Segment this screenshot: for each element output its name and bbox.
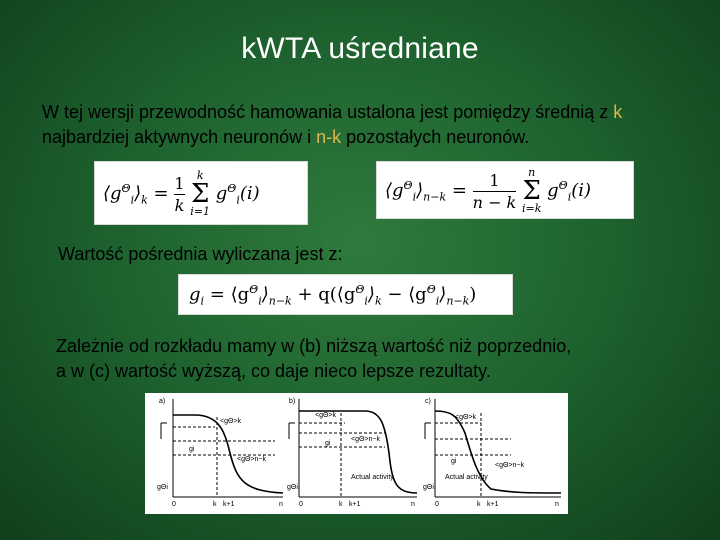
panel-c-x0: 0 <box>435 501 439 508</box>
f2-rhs-sub: i <box>567 190 572 204</box>
conclusion-line-1: Zależnie od rozkładu mamy w (b) niższą wartość niż poprzednio, <box>56 336 572 356</box>
f1-sum: k Σ i=1 <box>190 169 211 218</box>
panel-c-mid-label: gi <box>451 458 457 465</box>
f1-sub-i: i <box>130 193 135 207</box>
f3-sup: Θ <box>249 283 259 296</box>
formula-k-mean <box>103 170 260 218</box>
f3-p1: ⟩ <box>261 284 269 305</box>
f3-p3: ⟩ <box>439 284 447 305</box>
f2-frac-den: n − k <box>472 192 517 212</box>
formula-box-intermediate <box>178 274 513 315</box>
f1-sum-top: k <box>196 169 204 182</box>
panel-a-y-label: gΘi <box>157 484 168 491</box>
f3-sub2: i <box>258 294 262 308</box>
kwta-figure-svg <box>145 393 568 514</box>
f2-sum: n Σ i=k <box>521 166 542 215</box>
f3-p2: ⟩ <box>367 284 375 305</box>
intro-line-1 <box>42 100 702 125</box>
f3-sub3: i <box>364 294 368 308</box>
f3-s1: n−k <box>268 294 292 308</box>
kwta-figure <box>145 393 568 514</box>
f3-s2: k <box>374 294 382 308</box>
panel-b-xk1: k+1 <box>349 501 361 508</box>
intro-paragraph <box>42 100 702 150</box>
intro-k-highlight: k <box>613 102 623 122</box>
panel-a-x0: 0 <box>172 501 176 508</box>
f2-sup: Θ <box>403 179 413 192</box>
formula-box-nk-mean <box>376 161 634 219</box>
intro-line-2-text: najbardziej aktywnych neuronów i <box>42 127 317 147</box>
intro-nk-highlight: n-k <box>316 127 342 147</box>
intermediate-caption: Wartość pośrednia wyliczana jest z: <box>58 244 343 264</box>
f2-rhs-arg: (i) <box>571 180 592 201</box>
f2-sub-i: i <box>412 190 417 204</box>
f1-sum-bot: i=1 <box>190 205 211 218</box>
conclusion-line-2: a w (c) wartość wyższą, co daje nieco lepsze rezultaty. <box>56 361 491 381</box>
slide-title: kWTA uśredniane <box>241 32 479 65</box>
intro-line-1-text: W tej wersji przewodność hamowania ustalona jest pomiędzy średnią z <box>42 102 614 122</box>
formula-nk-mean <box>385 167 591 215</box>
f1-frac-den: k <box>174 195 185 215</box>
f2-rhs: g <box>547 180 559 201</box>
panel-c-xn: n <box>555 501 559 508</box>
panel-c-xk: k <box>477 501 481 508</box>
f2-eq: = <box>451 180 467 201</box>
conclusion-paragraph <box>56 334 696 384</box>
f3-end: ) <box>469 284 477 305</box>
f2-fraction <box>473 171 517 212</box>
panel-a-xn: n <box>279 501 283 508</box>
panel-a-mid-label: gi <box>189 446 195 453</box>
panel-b-top-label: <gΘ>k <box>315 412 337 419</box>
f3-eq: = ⟨g <box>209 284 250 305</box>
panel-b <box>287 398 417 508</box>
panel-b-xk: k <box>339 501 343 508</box>
f1-rhs-sup: Θ <box>227 182 237 195</box>
panel-b-x0: 0 <box>299 501 303 508</box>
panel-a-tag: a) <box>159 398 166 405</box>
f3-sup3: Θ <box>426 283 436 296</box>
f3-sub: i <box>200 294 205 308</box>
panel-a-top-label: <gΘ>k <box>220 418 242 425</box>
f3-sup2: Θ <box>355 283 365 296</box>
intro-line-2 <box>42 125 702 150</box>
panel-c-xk1: k+1 <box>487 501 499 508</box>
f2-sub-nk: n−k <box>423 190 447 204</box>
f1-sup: Θ <box>121 182 131 195</box>
f2-sum-bot: i=k <box>521 202 542 215</box>
intro-line-2-end: pozostałych neuronów. <box>341 127 530 147</box>
panel-a-xk: k <box>213 501 217 508</box>
panel-c-note: Actual activity <box>445 474 488 481</box>
f1-lhs: ⟨g <box>103 183 122 204</box>
f3-plus: + q(⟨g <box>297 284 356 305</box>
panel-c-low-label: <gΘ>n−k <box>495 462 524 469</box>
f3-minus: − ⟨g <box>387 284 427 305</box>
f2-lhs: ⟨g <box>385 180 404 201</box>
panel-c-top-label: <gΘ>k <box>455 414 477 421</box>
panel-b-note: Actual activity <box>351 474 394 481</box>
f2-sum-top: n <box>528 166 536 179</box>
f3-s3: n−k <box>446 294 470 308</box>
panel-b-xn: n <box>411 501 415 508</box>
f1-eq: = <box>153 183 169 204</box>
f1-close: ⟩ <box>134 183 142 204</box>
f1-rhs-arg: (i) <box>239 183 260 204</box>
formula-intermediate <box>189 283 476 308</box>
f2-close: ⟩ <box>416 180 424 201</box>
panel-c-y-label: gΘi <box>423 484 434 491</box>
panel-b-y-label: gΘi <box>287 484 298 491</box>
f1-fraction <box>174 174 184 215</box>
panel-b-mid-label: gi <box>325 440 331 447</box>
panel-a-xk1: k+1 <box>223 501 235 508</box>
panel-b-low-label: <gΘ>n−k <box>351 436 380 443</box>
formula-box-k-mean <box>94 161 308 225</box>
f1-frac-num: 1 <box>174 173 185 193</box>
f1-sub-k: k <box>141 193 148 207</box>
panel-b-tag: b) <box>289 398 296 405</box>
f2-frac-num: 1 <box>489 170 500 190</box>
panel-a <box>157 398 283 508</box>
f1-rhs-sub: i <box>236 193 240 207</box>
f3-g: g <box>189 284 201 305</box>
f1-rhs: g <box>215 183 228 204</box>
f2-rhs-sup: Θ <box>558 179 568 192</box>
panel-c-tag: c) <box>425 398 431 405</box>
panel-a-low-label: <gΘ>n−k <box>237 456 266 463</box>
panel-c <box>423 398 561 508</box>
f3-sub4: i <box>435 294 440 308</box>
